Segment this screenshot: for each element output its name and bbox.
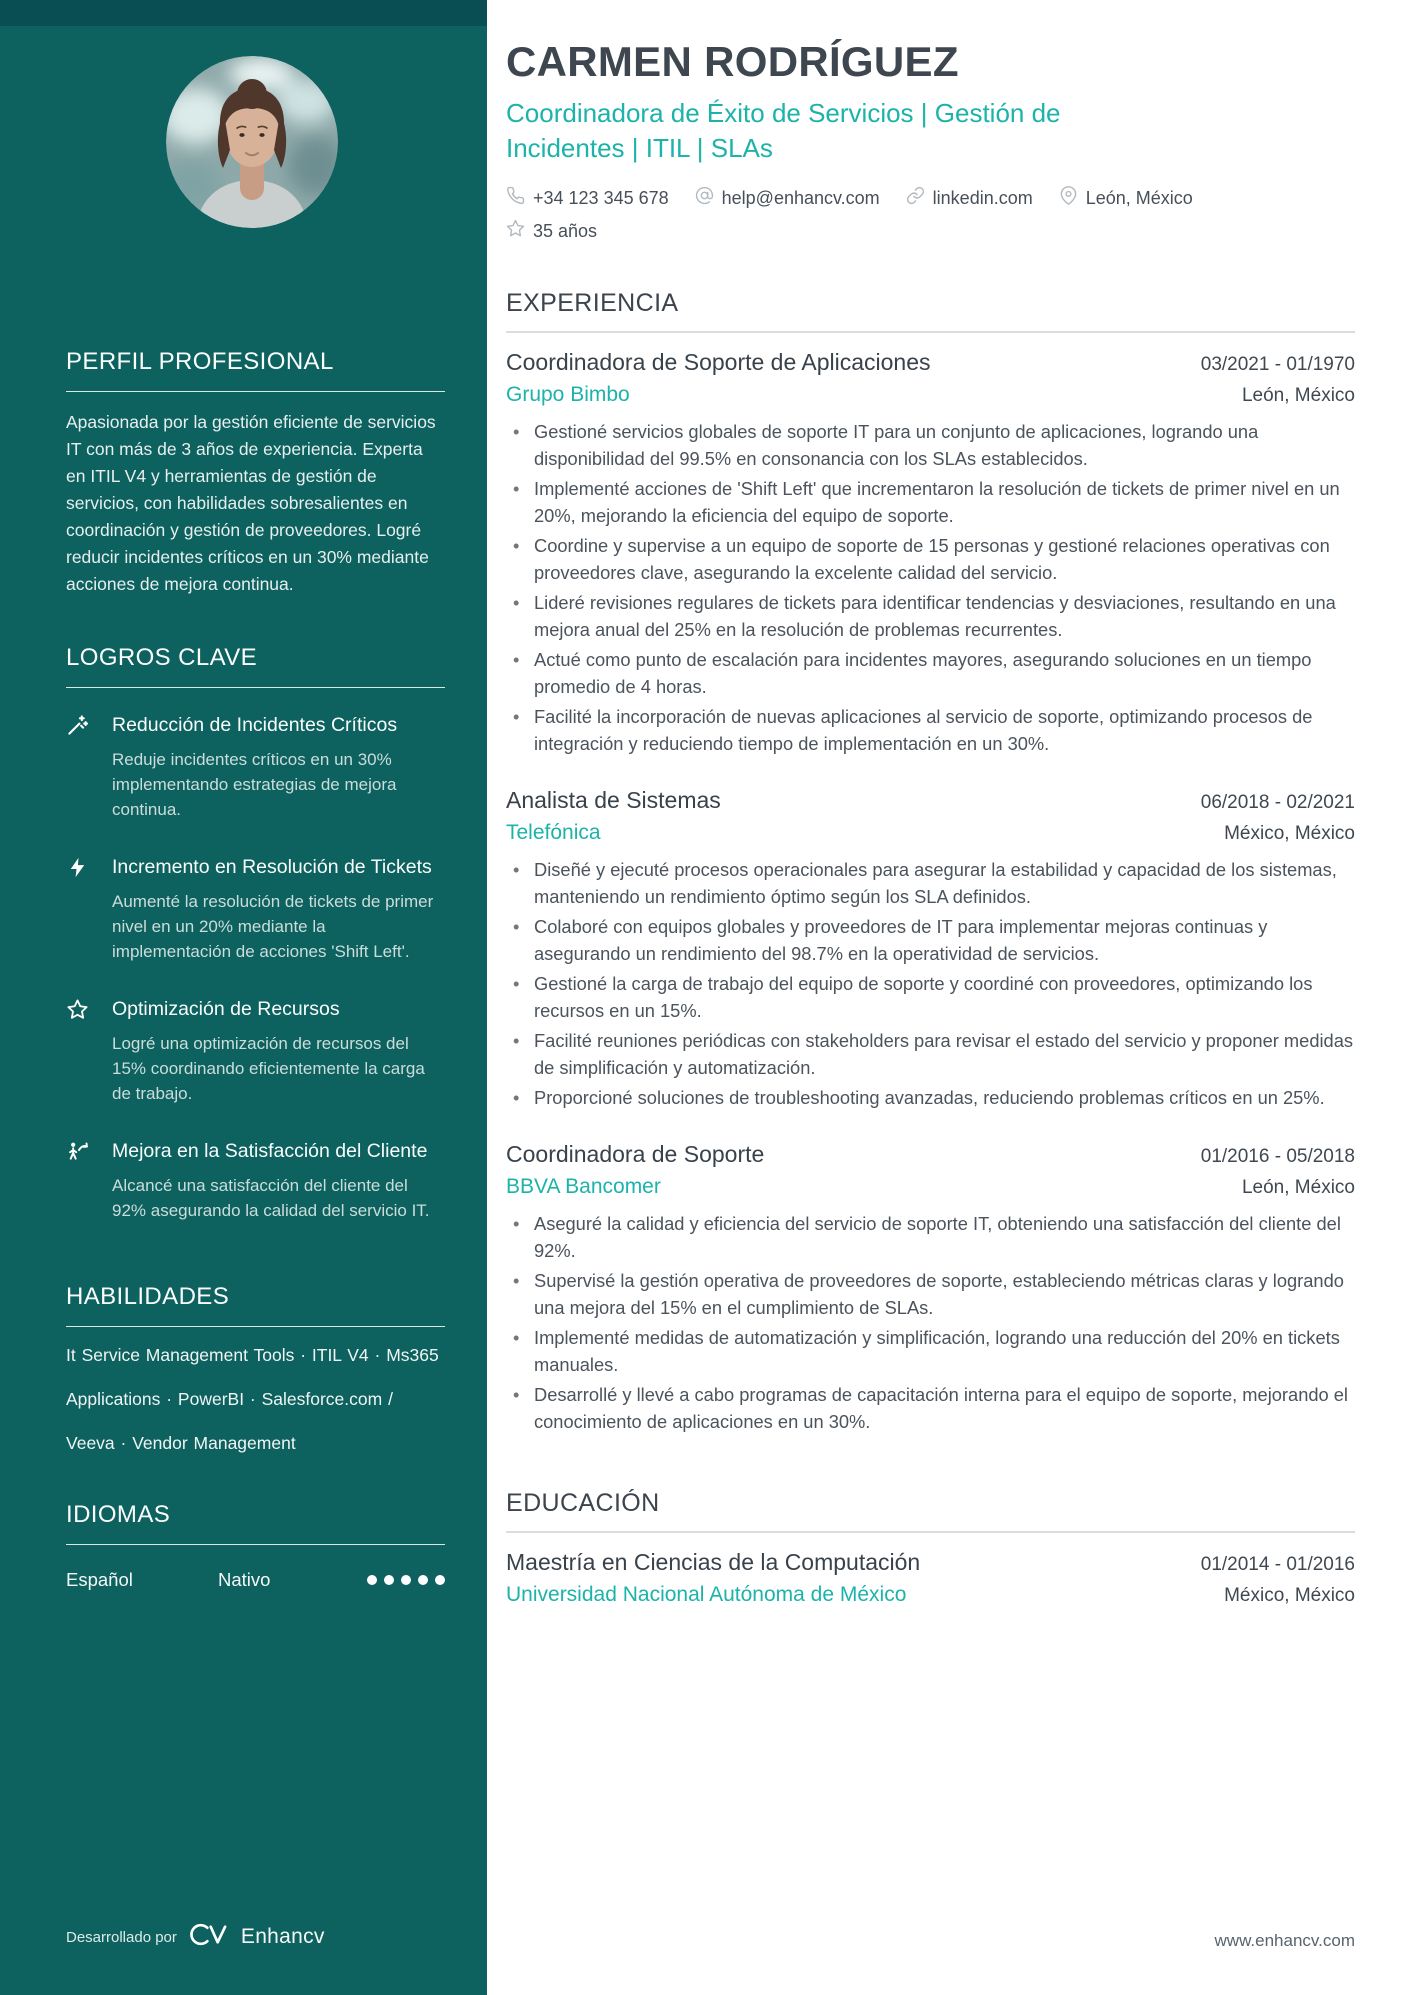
sidebar-footer [66, 1921, 325, 1953]
company-name: Telefónica [506, 821, 601, 844]
website-value[interactable]: linkedin.com [932, 187, 1033, 208]
job-header [506, 787, 1355, 814]
achievements-list [66, 712, 445, 1223]
language-name: Español [66, 1569, 133, 1590]
candidate-name: CARMEN RODRÍGUEZ [506, 38, 959, 85]
language-row [66, 1569, 445, 1591]
star-outline-icon [506, 219, 525, 243]
achievement-item [66, 996, 445, 1106]
experience-heading: EXPERIENCIA [506, 289, 1355, 333]
job-bullets [506, 1210, 1355, 1435]
achievement-description: Aumenté la resolución de tickets de primer nivel en un 20% mediante la implementación de acciones 'Shift Left'. [112, 892, 434, 961]
experience-bullet: • Gestioné servicios globales de soporte IT para un conjunto de aplicaciones, logrando una disponibilidad del 99.5% en consonancia con los SLAs establecidos. [506, 418, 1355, 472]
job-bullets [506, 856, 1355, 1111]
extra-item [506, 219, 597, 243]
experience-bullet: • Facilité la incorporación de nuevas aplicaciones al servicio de soporte, optimizando procesos de integración y reduciendo tiempo de implementación en un 30%. [506, 703, 1355, 757]
profile-heading: PERFIL PROFESIONAL [66, 348, 445, 392]
languages-section [66, 1501, 445, 1591]
achievement-title: Reducción de Incidentes Críticos [112, 714, 398, 736]
job-title: Coordinadora de Soporte de Aplicaciones [506, 349, 931, 375]
achievement-title: Incremento en Resolución de Tickets [112, 856, 432, 878]
experience-bullet: • Implementé acciones de 'Shift Left' que incrementaron la resolución de tickets de primer nivel en un 20%, mejorando la eficiencia del equipo de soporte. [506, 475, 1355, 529]
phone-item [506, 186, 669, 210]
website-item[interactable] [906, 186, 1033, 210]
at-sign-icon [695, 186, 714, 210]
improvement-icon [66, 1138, 112, 1223]
language-dot [384, 1575, 394, 1585]
experience-bullet: • Lideré revisiones regulares de tickets para identificar tendencias y desviaciones, resultando en una mejora anual del 25% en la resolución de problemas recurrentes. [506, 589, 1355, 643]
sidebar [0, 0, 487, 1995]
job-header [506, 349, 1355, 376]
experience-bullet: • Desarrollé y llevé a cabo programas de capacitación interna para el equipo de soporte, mejorando el conocimiento de aplicaciones en un 30%. [506, 1381, 1355, 1435]
contact-row-extra [506, 219, 1355, 243]
company-row [506, 821, 1355, 845]
extra-value: 35 años [533, 220, 598, 241]
education-section [506, 1489, 1355, 1607]
language-dot [418, 1575, 428, 1585]
education-degree: Maestría en Ciencias de la Computación [506, 1549, 921, 1575]
job-title: Analista de Sistemas [506, 787, 721, 813]
location-pin-icon [1059, 186, 1078, 210]
profile-text: Apasionada por la gestión eficiente de servicios IT con más de 3 años de experiencia. Experta en ITIL V4 y herramientas de gestión de servicios, con habilidades sobresalientes en coordinación y gestión de proveedores. Logré reducir incidentes críticos en un 30% mediante acciones de mejora continua. [66, 412, 436, 594]
experience-bullet: • Facilité reuniones periódicas con stakeholders para revisar el estado del servicio y proponer medidas de simplificación y automatización. [506, 1027, 1355, 1081]
contact-row [506, 186, 1355, 210]
experience-bullet: • Gestioné la carga de trabajo del equipo de soporte y coordiné con proveedores, optimizando los recursos en un 15%. [506, 970, 1355, 1024]
education-school[interactable]: Universidad Nacional Autónoma de México [506, 1583, 907, 1606]
developed-by-label: Desarrollado por [66, 1928, 177, 1946]
education-subrow [506, 1583, 1355, 1607]
education-list [506, 1549, 1355, 1607]
language-level-dots [360, 1575, 445, 1585]
job-location: México, México [1224, 823, 1355, 844]
languages-list [66, 1569, 445, 1591]
job-dates: 06/2018 - 02/2021 [1200, 792, 1355, 813]
achievement-item [66, 712, 445, 822]
skills-text: It Service Management Tools · ITIL V4 · Ms365 Applications · PowerBI · Salesforce.com / Veeva · Vendor Management [66, 1345, 439, 1453]
profile-section [66, 348, 445, 598]
language-dot [367, 1575, 377, 1585]
education-location: México, México [1224, 1585, 1355, 1606]
location-value: León, México [1085, 187, 1193, 208]
job-title: Coordinadora de Soporte [506, 1141, 765, 1167]
star-icon [66, 996, 112, 1106]
experience-bullet: • Proporcioné soluciones de troubleshooting avanzadas, reduciendo problemas críticos en un 25%. [506, 1084, 1355, 1111]
main-column [506, 38, 1355, 1607]
job-header [506, 1141, 1355, 1168]
company-name: BBVA Bancomer [506, 1175, 661, 1198]
experience-entry [506, 1141, 1355, 1435]
link-icon [906, 186, 925, 210]
experience-bullet: • Diseñé y ejecuté procesos operacionales para asegurar la estabilidad y capacidad de los sistemas, manteniendo un rendimiento óptimo según los SLA definidos. [506, 856, 1355, 910]
achievement-item [66, 1138, 445, 1223]
company-row [506, 1175, 1355, 1199]
experience-bullet: • Actué como punto de escalación para incidentes mayores, asegurando soluciones en un tiempo promedio de 4 horas. [506, 646, 1355, 700]
achievements-section [66, 644, 445, 1223]
sidebar-top-band [0, 0, 487, 26]
achievement-item [66, 854, 445, 964]
company-name: Grupo Bimbo [506, 383, 630, 406]
education-heading: EDUCACIÓN [506, 1489, 1355, 1533]
location-item [1059, 186, 1193, 210]
achievement-title: Optimización de Recursos [112, 998, 340, 1020]
site-url[interactable]: www.enhancv.com [1214, 1931, 1355, 1950]
education-header [506, 1549, 1355, 1576]
job-bullets [506, 418, 1355, 757]
achievement-description: Alcancé una satisfacción del cliente del 92% asegurando la calidad del servicio IT. [112, 1176, 430, 1220]
education-entry [506, 1549, 1355, 1607]
language-dot [401, 1575, 411, 1585]
email-item[interactable] [695, 186, 880, 210]
phone-value: +34 123 345 678 [533, 187, 669, 208]
achievement-description: Logré una optimización de recursos del 15% coordinando eficientemente la carga de trabajo. [112, 1034, 425, 1103]
achievement-title: Mejora en la Satisfacción del Cliente [112, 1140, 428, 1162]
jobs-list [506, 349, 1355, 1435]
experience-bullet: • Implementé medidas de automatización y simplificación, logrando una reducción del 20% en tickets manuales. [506, 1324, 1355, 1378]
enhancv-logo-icon [189, 1921, 229, 1953]
experience-bullet: • Coordine y supervise a un equipo de soporte de 15 personas y gestioné relaciones operativas con proveedores clave, asegurando la excelente calidad del servicio. [506, 532, 1355, 586]
job-location: León, México [1241, 385, 1355, 406]
language-dot [435, 1575, 445, 1585]
sidebar-content [0, 26, 487, 1591]
language-level: Nativo [218, 1569, 271, 1590]
phone-icon [506, 186, 525, 210]
achievements-heading: LOGROS CLAVE [66, 644, 445, 688]
achievement-description: Reduje incidentes críticos en un 30% implementando estrategias de mejora continua. [112, 750, 397, 819]
skills-section [66, 1283, 445, 1465]
experience-entry [506, 787, 1355, 1111]
wand-icon [66, 712, 112, 822]
bolt-icon [66, 854, 112, 964]
candidate-headline: Coordinadora de Éxito de Servicios | Gestión de Incidentes | ITIL | SLAs [506, 98, 1061, 163]
experience-bullet: • Aseguré la calidad y eficiencia del servicio de soporte IT, obteniendo una satisfacción del cliente del 92%. [506, 1210, 1355, 1264]
experience-bullet: • Colaboré con equipos globales y proveedores de IT para implementar mejoras continuas y asegurando un rendimiento del 98.7% en la operatividad de servicios. [506, 913, 1355, 967]
skills-heading: HABILIDADES [66, 1283, 445, 1327]
job-dates: 01/2016 - 05/2018 [1200, 1146, 1355, 1167]
experience-bullet: • Supervisé la gestión operativa de proveedores de soporte, estableciendo métricas claras y logrando una mejora del 15% en el cumplimiento de SLAs. [506, 1267, 1355, 1321]
languages-heading: IDIOMAS [66, 1501, 445, 1545]
experience-section [506, 289, 1355, 1435]
education-dates: 01/2014 - 01/2016 [1200, 1554, 1355, 1575]
company-row [506, 383, 1355, 407]
job-location: León, México [1241, 1177, 1355, 1198]
brand-name: Enhancv [240, 1925, 325, 1948]
experience-entry [506, 349, 1355, 757]
email-value[interactable]: help@enhancv.com [721, 187, 880, 208]
job-dates: 03/2021 - 01/1970 [1200, 354, 1355, 375]
